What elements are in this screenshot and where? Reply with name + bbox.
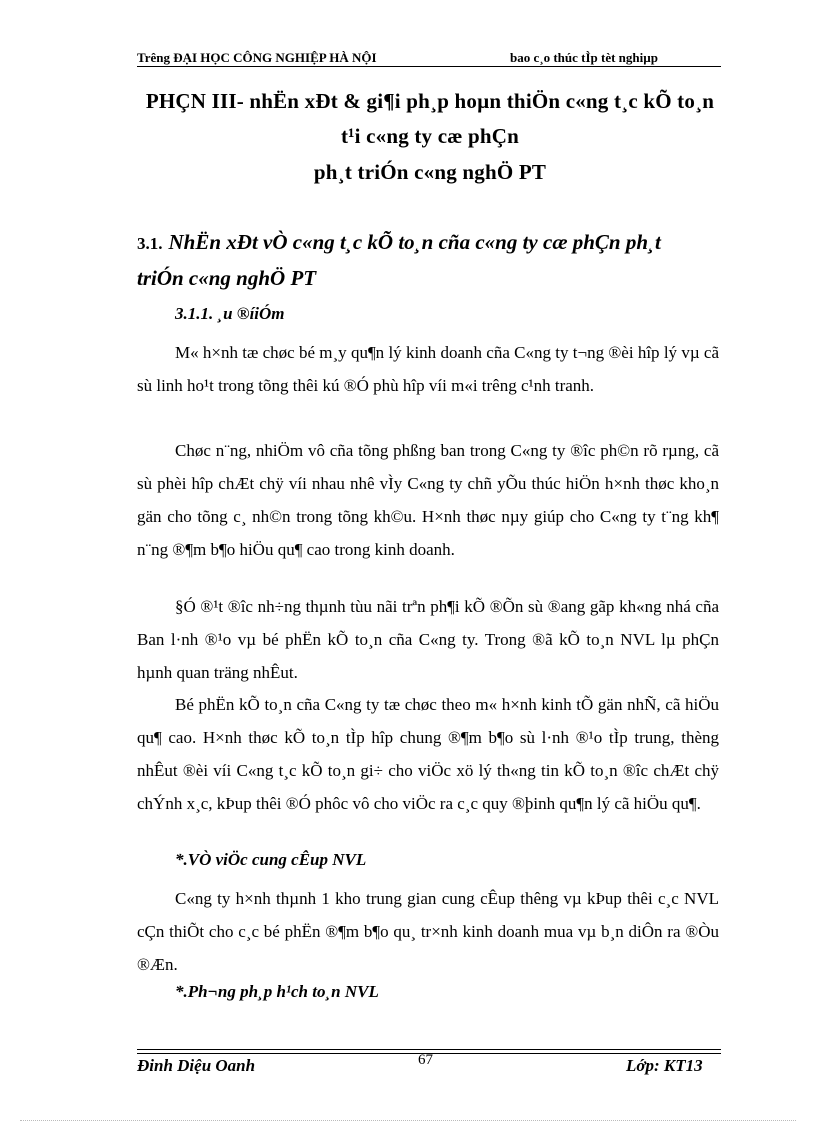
paragraph-text: M« h×nh tæ chøc bé m¸y qu¶n lý kinh doanh cña C«ng ty t¬ng ®èi hîp lý vµ cã sù linh ho¹t trong tõng thêi kú ®Ó phù hîp víi m«i trêng c¹nh tranh. — [137, 343, 719, 395]
header-report-title: bao c¸o thúc tÌp tèt nghiµp — [510, 50, 658, 65]
subsection-advantages: 3.1.1. ¸u ®íiÓm — [175, 304, 285, 323]
header-school: Trêng ĐẠI HỌC CÔNG NGHIỆP HÀ NỘI — [137, 50, 377, 65]
part-title-line-2: t¹i c«ng ty cæ phÇn — [340, 124, 520, 148]
footer-class: Lớp: KT13 — [626, 1056, 703, 1075]
section-number: 3.1. — [137, 234, 163, 253]
footer-rule — [137, 1049, 721, 1050]
paragraph-2 — [137, 434, 719, 566]
paragraph-text: C«ng ty h×nh thµnh 1 kho trung gian cung cÊup thêng vµ kÞup thêi c¸c NVL cÇn thiÕt cho c¸c bé phËn ®¶m b¶o qu¸ tr×nh kinh doanh mua vµ b¸n diÔn ra ®Òu ®Æn. — [137, 889, 719, 974]
part-title-line-1: PHÇN III- nhËn xÐt & gi¶i ph¸p hoµn thiÖn c«ng t¸c kÕ to¸n — [145, 89, 715, 113]
paragraph-text: Chøc n¨ng, nhiÖm vô cña tõng phßng ban trong C«ng ty ®îc ph©n rõ rµng, cã sù phèi hîp chÆt chÿ víi nhau nhê vÌy C«ng ty chñ yÕu thúc hiÖn h×nh thøc kho¸n gän cho tõng c¸ nh©n trong tõng kh©u. H×nh thøc nµy giúp cho C«ng ty t¨ng kh¶ n¨ng ®¶m b¶o hiÖu qu¶ cao trong kinh doanh. — [137, 441, 719, 559]
paragraph-1 — [137, 336, 719, 402]
page-edge-dots — [20, 1120, 796, 1121]
page-number: 67 — [418, 1052, 433, 1068]
paragraph-text: §Ó ®¹t ®îc nh÷ng thµnh tùu nãi trªn ph¶i kÕ ®Õn sù ®ang gãp kh«ng nhá cña Ban l·nh ®¹o vµ bé phËn kÕ to¸n cña C«ng ty. Trong ®ã kÕ to¸n NVL lµ phÇn hµnh quan träng nhÊut. — [137, 597, 719, 682]
paragraph-3 — [137, 590, 719, 689]
subsection-supply: *.VÒ viÖc cung cÊup NVL — [175, 850, 367, 869]
header-rule — [137, 66, 721, 67]
section-heading-line-1 — [137, 230, 661, 255]
section-title-1: NhËn xÐt vÒ c«ng t¸c kÕ to¸n cña c«ng ty cæ phÇn ph¸t — [168, 230, 661, 254]
paragraph-text: Bé phËn kÕ to¸n cña C«ng ty tæ chøc theo m« h×nh kinh tÕ gän nhÑ, cã hiÖu qu¶ cao. H×nh thøc kÕ to¸n tÌp hîp chung ®¶m b¶o sù l·nh ®¹o tÌp trung, thèng nhÊut ®èi víi C«ng t¸c kÕ to¸n gi÷ cho viÖc xö lý th«ng tin kÕ to¸n ®îc chÆt chÿ chÝnh x¸c, kÞup thêi ®Ó phôc vô cho viÖc ra c¸c quy ®þinh qu¶n lý cã hiÖu qu¶. — [137, 695, 719, 813]
section-heading-line-2: triÓn c«ng nghÖ PT — [137, 266, 317, 290]
paragraph-5 — [137, 882, 719, 981]
part-title-line-3: ph¸t triÓn c«ng nghÖ PT — [313, 160, 547, 184]
footer-author: Đinh Diệu Oanh — [137, 1056, 256, 1075]
paragraph-4 — [137, 688, 719, 820]
subsection-accounting-method: *.Ph¬ng ph¸p h¹ch to¸n NVL — [175, 982, 379, 1001]
